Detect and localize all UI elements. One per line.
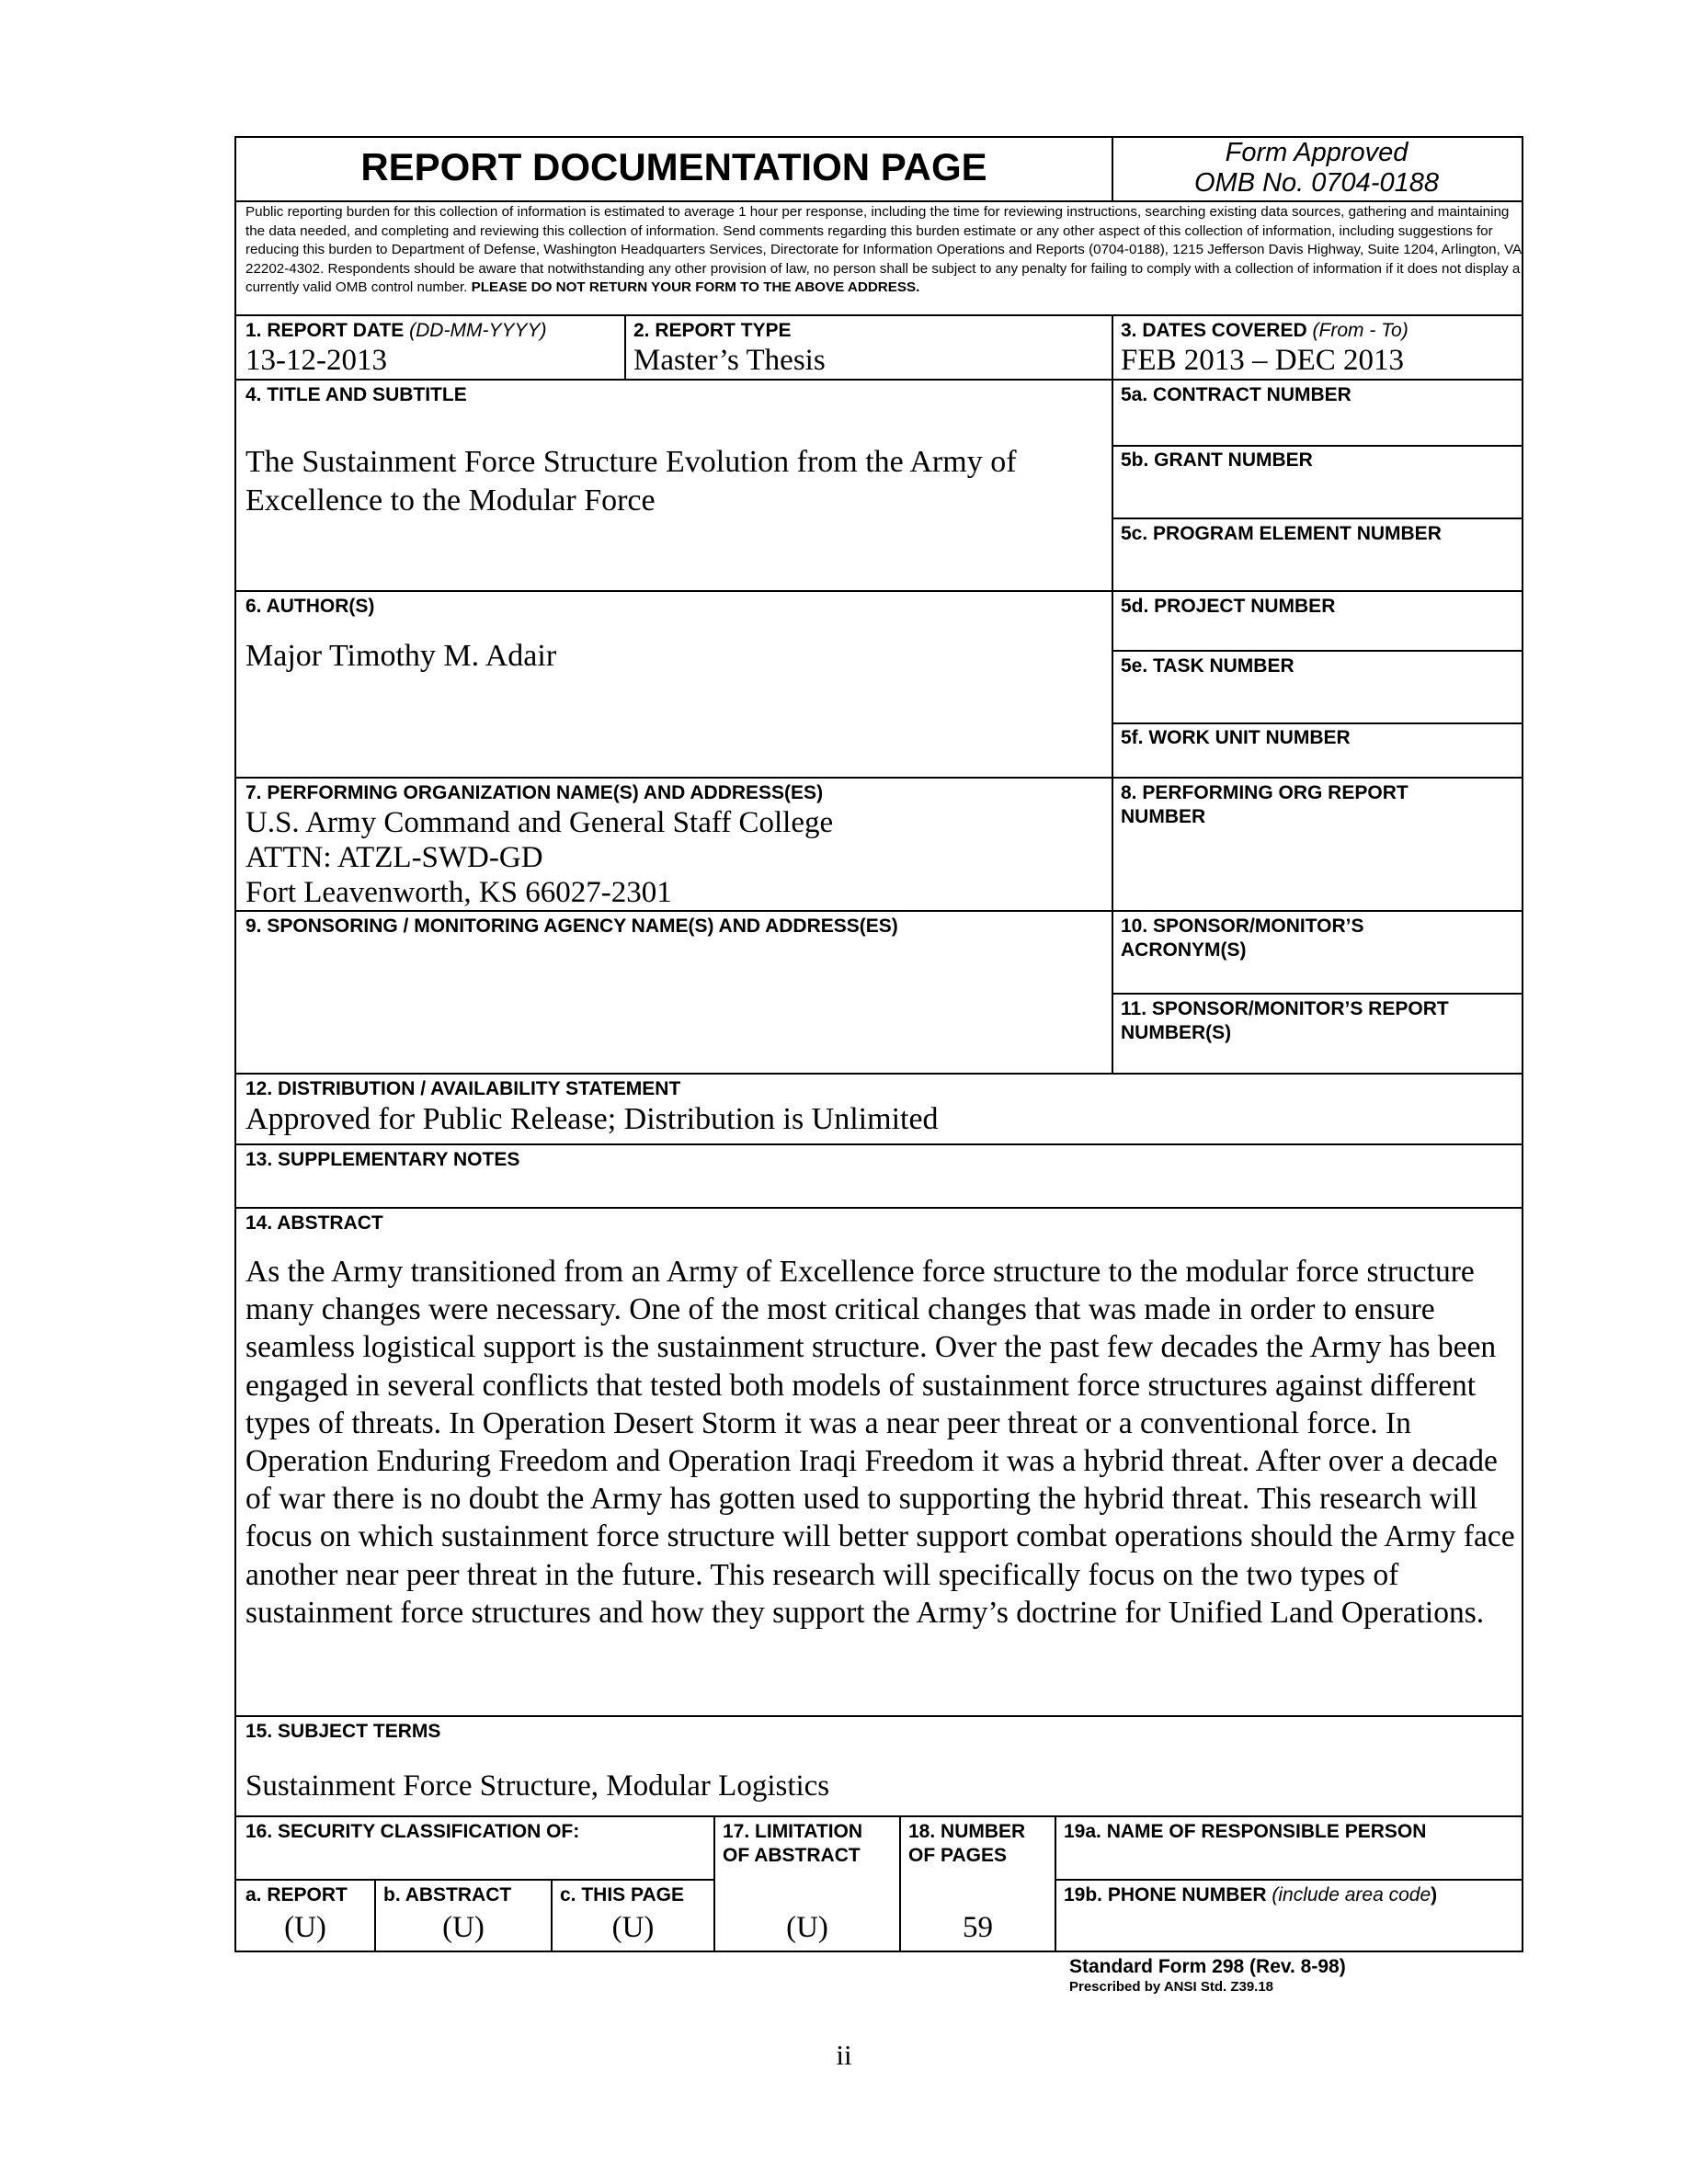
rule-row4 — [236, 590, 1522, 592]
field-limitation-value: (U) — [786, 1911, 828, 1944]
rule-row1 — [236, 379, 1522, 381]
form-approved-label: Form Approved — [1225, 138, 1409, 167]
field-report-type-value: Master’s Thesis — [633, 344, 826, 377]
rule-10 — [1112, 993, 1522, 995]
field-grant-number-label: 5b. GRANT NUMBER — [1121, 449, 1313, 471]
rule-header — [236, 200, 1522, 202]
field-report-class-value: (U) — [284, 1911, 326, 1944]
rule-row6 — [236, 777, 1522, 779]
field-performing-org-report-label-1: 8. PERFORMING ORG REPORT — [1121, 782, 1409, 803]
rule-burden — [236, 314, 1522, 316]
rule-5b — [1112, 518, 1522, 519]
field-limitation-label-1: 17. LIMITATION — [723, 1821, 863, 1842]
page-number: ii — [836, 2039, 852, 2071]
field-number-of-pages-value: 59 — [963, 1911, 993, 1944]
rule-5e — [1112, 722, 1522, 724]
field-abstract-value: As the Army transitioned from an Army of Excellence force structure to the modular force structure many changes were necessary. One of the most critical changes that was made in order to ensure seamless logistical support is the sustainment structure. Over the past few decades the Army has been engaged in several conflicts that tested both models of sustainment force structures against different types of threats. In Operation Desert Storm it was a near peer threat or a conventional force. In Operation Enduring Freedom and Operation Iraqi Freedom it was a hybrid threat. After over a decade of war there is no doubt the Army has gotten used to supporting the hybrid threat. This research will focus on which sustainment force structure will better support combat operations should the Army face another near peer threat in the future. This research will specifically focus on the two types of sustainment force structures and how they support the Army’s doctrine for Unified Land Operations. — [245, 1255, 1515, 1630]
field-title-label: 4. TITLE AND SUBTITLE — [245, 384, 467, 405]
field-distribution-value: Approved for Public Release; Distribution is Unlimited — [245, 1102, 939, 1136]
field-sponsor-report-label-1: 11. SPONSOR/MONITOR’S REPORT — [1121, 998, 1449, 1019]
field-subject-terms-label: 15. SUBJECT TERMS — [245, 1721, 441, 1742]
field-task-number-label: 5e. TASK NUMBER — [1121, 655, 1295, 677]
form-prescribed: Prescribed by ANSI Std. Z39.18 — [1069, 1979, 1274, 1995]
burden-text: Public reporting burden for this collection of information is estimated to average 1 hour per response, including the time for reviewing instructions, searching existing data sources, gathering and maintaining the data needed, and completing and reviewing this collection of information. Send comments regarding this burden estimate or any other aspect of this collection of information, including suggestions for reducing this burden to Department of Defense, Washington Headquarters Services, Directorate for Information Operations and Reports (0704-0188), 1215 Jefferson Davis Highway, Suite 1204, Arlington, VA 22202-4302. Respondents should be aware that notwithstanding any other provision of law, no person shall be subject to any penalty for failing to comply with a collection of information if it does not display a currently valid OMB control number. — [245, 204, 1522, 296]
field-report-type-label: 2. REPORT TYPE — [633, 320, 792, 341]
field-abstract-class-label: b. ABSTRACT — [383, 1884, 512, 1905]
field-work-unit-label: 5f. WORK UNIT NUMBER — [1121, 727, 1351, 748]
burden-statement — [245, 203, 1523, 298]
field-this-page-class-label: c. THIS PAGE — [560, 1884, 684, 1905]
rule-row14 — [236, 1715, 1522, 1717]
field-this-page-class-value: (U) — [611, 1911, 655, 1944]
rule-v-header — [1112, 138, 1113, 202]
rule-5a — [1112, 445, 1522, 447]
field-abstract-class-value: (U) — [442, 1911, 485, 1944]
field-title-line-2: Excellence to the Modular Force — [245, 483, 656, 518]
field-abstract-label: 14. ABSTRACT — [245, 1212, 383, 1234]
field-sponsor-report-label-2: NUMBER(S) — [1121, 1022, 1232, 1043]
field-number-of-pages-label-2: OF PAGES — [908, 1845, 1007, 1866]
field-number-of-pages-label-1: 18. NUMBER — [908, 1821, 1026, 1842]
rule-row7 — [236, 910, 1522, 912]
field-dates-covered-value: FEB 2013 – DEC 2013 — [1121, 344, 1405, 377]
field-author-value: Major Timothy M. Adair — [245, 639, 557, 673]
rule-v-1-2 — [624, 314, 626, 381]
field-title-line-1: The Sustainment Force Structure Evolution from the Army of — [245, 445, 1017, 479]
field-report-class-label: a. REPORT — [245, 1884, 348, 1905]
field-sponsor-acronym-label-1: 10. SPONSOR/MONITOR’S — [1121, 916, 1364, 937]
rule-5d — [1112, 650, 1522, 652]
field-report-date-value: 13-12-2013 — [245, 344, 387, 377]
field-performing-org-line-3: Fort Leavenworth, KS 66027-2301 — [245, 876, 672, 909]
rule-row9 — [236, 1073, 1522, 1075]
rule-row12 — [236, 1143, 1522, 1145]
field-performing-org-line-2: ATTN: ATZL-SWD-GD — [245, 841, 543, 874]
field-performing-org-line-1: U.S. Army Command and General Staff College — [245, 806, 834, 839]
field-security-classification-label: 16. SECURITY CLASSIFICATION OF: — [245, 1821, 580, 1842]
field-distribution-label: 12. DISTRIBUTION / AVAILABILITY STATEMENT — [245, 1078, 681, 1099]
field-author-label: 6. AUTHOR(S) — [245, 596, 375, 617]
field-supplementary-notes-label: 13. SUPPLEMENTARY NOTES — [245, 1149, 520, 1170]
field-project-number-label: 5d. PROJECT NUMBER — [1121, 596, 1336, 617]
rule-v-right — [1112, 314, 1113, 1075]
omb-number: OMB No. 0704-0188 — [1194, 168, 1439, 198]
field-contract-number-label: 5a. CONTRACT NUMBER — [1121, 384, 1352, 405]
field-limitation-label-2: OF ABSTRACT — [723, 1845, 861, 1866]
field-phone-number-label: 19b. PHONE NUMBER (include area code) — [1064, 1884, 1438, 1905]
field-responsible-person-label: 19a. NAME OF RESPONSIBLE PERSON — [1064, 1821, 1427, 1842]
form-name: Standard Form 298 (Rev. 8-98) — [1069, 1956, 1346, 1977]
rule-16-sub — [236, 1879, 713, 1881]
field-dates-covered-label: 3. DATES COVERED (From - To) — [1121, 320, 1409, 341]
field-performing-org-label: 7. PERFORMING ORGANIZATION NAME(S) AND ADDRESS(ES) — [245, 782, 824, 803]
page-title: REPORT DOCUMENTATION PAGE — [360, 145, 987, 188]
field-program-element-label: 5c. PROGRAM ELEMENT NUMBER — [1121, 523, 1442, 544]
field-subject-terms-value: Sustainment Force Structure, Modular Logistics — [245, 1769, 830, 1803]
field-performing-org-report-label-2: NUMBER — [1121, 806, 1206, 827]
burden-warning: PLEASE DO NOT RETURN YOUR FORM TO THE ABOVE ADDRESS. — [471, 279, 920, 296]
rule-row15 — [236, 1815, 1522, 1817]
rule-v-18-19 — [1055, 1815, 1056, 1951]
rule-19a — [1055, 1879, 1522, 1881]
field-sponsoring-agency-label: 9. SPONSORING / MONITORING AGENCY NAME(S) AND ADDRESS(ES) — [245, 916, 898, 937]
report-documentation-form — [234, 136, 1523, 1952]
rule-row13 — [236, 1207, 1522, 1209]
field-sponsor-acronym-label-2: ACRONYM(S) — [1121, 939, 1247, 961]
field-report-date-label: 1. REPORT DATE (DD-MM-YYYY) — [245, 320, 547, 341]
